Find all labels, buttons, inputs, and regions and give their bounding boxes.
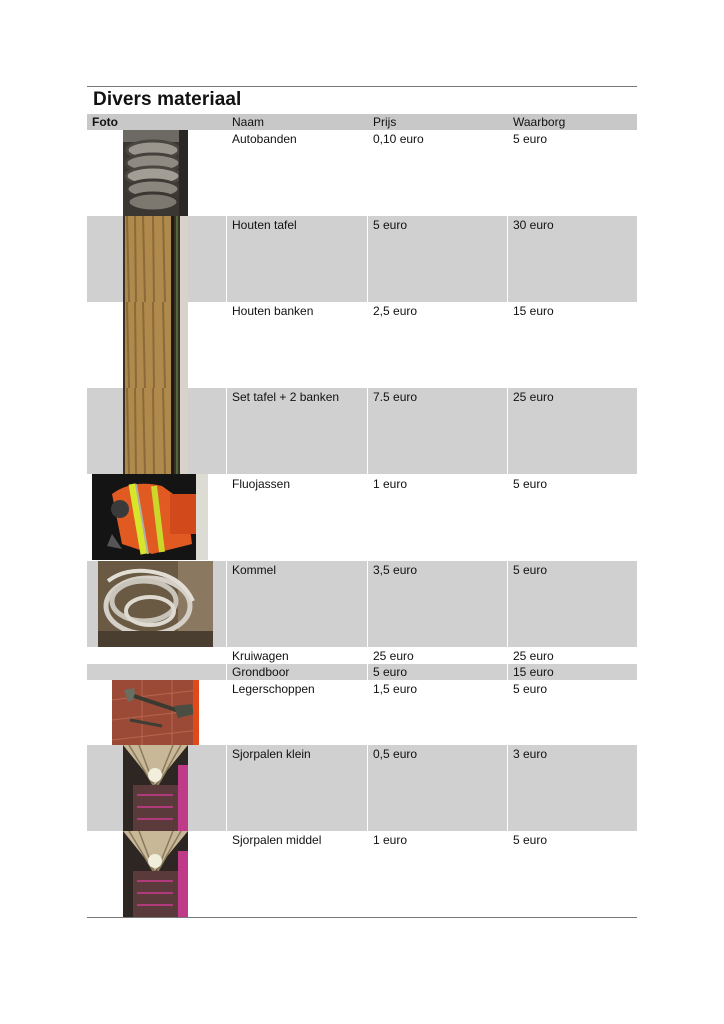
row-waarborg: 15 euro (513, 304, 554, 318)
photo-poles (123, 831, 188, 917)
row-prijs: 1 euro (373, 477, 408, 491)
photo-wood (123, 302, 188, 388)
page-title: Divers materiaal (93, 89, 242, 110)
photo-wood (123, 216, 188, 302)
photo-poles (123, 745, 188, 831)
row-waarborg: 5 euro (513, 132, 548, 146)
row-prijs: 5 euro (373, 665, 408, 679)
row-naam: Legerschoppen (232, 682, 315, 696)
row-waarborg: 5 euro (513, 563, 548, 577)
row-waarborg: 30 euro (513, 218, 554, 232)
photo-wood (123, 388, 188, 474)
row-naam: Kommel (232, 563, 277, 577)
bottom-rule (87, 917, 637, 918)
row-waarborg: 5 euro (513, 477, 548, 491)
row-naam: Kruiwagen (232, 649, 289, 663)
column-separator (226, 130, 227, 917)
row-waarborg: 15 euro (513, 665, 554, 679)
row-naam: Houten banken (232, 304, 314, 318)
row-naam: Set tafel + 2 banken (232, 390, 340, 404)
row-waarborg: 5 euro (513, 682, 548, 696)
row-naam: Sjorpalen middel (232, 833, 322, 847)
row-naam: Grondboor (232, 665, 290, 679)
header-waarborg: Waarborg (513, 115, 566, 129)
row-naam: Autobanden (232, 132, 297, 146)
column-separator (507, 130, 508, 917)
row-prijs: 1,5 euro (373, 682, 418, 696)
header-foto: Foto (92, 115, 118, 129)
row-prijs: 2,5 euro (373, 304, 418, 318)
photo-vests (92, 474, 208, 560)
row-prijs: 25 euro (373, 649, 414, 663)
row-waarborg: 25 euro (513, 390, 554, 404)
row-naam: Houten tafel (232, 218, 297, 232)
photo-tires (123, 130, 188, 216)
row-waarborg: 3 euro (513, 747, 548, 761)
row-prijs: 1 euro (373, 833, 408, 847)
top-rule (87, 86, 637, 87)
table-row (87, 664, 637, 680)
row-prijs: 0,10 euro (373, 132, 424, 146)
photo-shovels (112, 680, 199, 745)
photo-rope (98, 561, 213, 647)
row-naam: Sjorpalen klein (232, 747, 311, 761)
row-waarborg: 25 euro (513, 649, 554, 663)
column-separator (367, 130, 368, 917)
row-prijs: 3,5 euro (373, 563, 418, 577)
table-row (87, 647, 637, 663)
row-prijs: 5 euro (373, 218, 408, 232)
row-waarborg: 5 euro (513, 833, 548, 847)
header-naam: Naam (232, 115, 265, 129)
row-prijs: 7.5 euro (373, 390, 418, 404)
row-prijs: 0,5 euro (373, 747, 418, 761)
row-naam: Fluojassen (232, 477, 291, 491)
header-prijs: Prijs (373, 115, 397, 129)
